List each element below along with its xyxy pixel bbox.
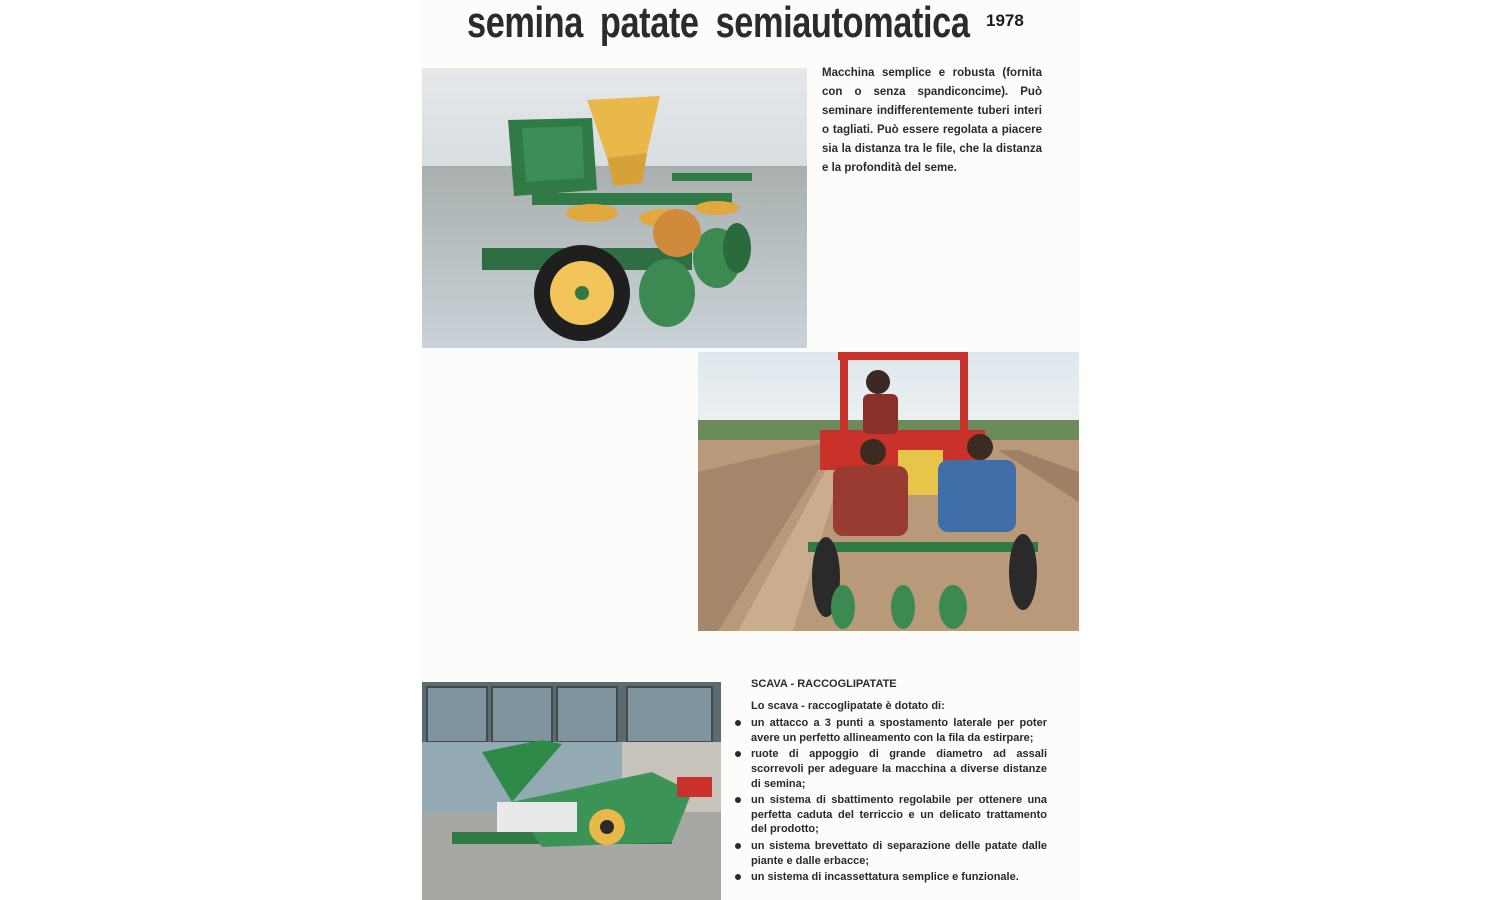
bullet-icon (735, 843, 741, 849)
bullet-icon (735, 751, 741, 757)
list-item: ruote di appoggio di grande diametro ad assali scorrevoli per adeguare la macchina a diverse distanze di semina; (735, 747, 1047, 791)
harvester-section (735, 677, 1047, 887)
feature-list (735, 716, 1047, 885)
planter-machine-photo (422, 68, 807, 348)
harvester-heading: SCAVA - RACCOGLIPATATE (751, 678, 897, 690)
list-item: un sistema di incassettatura semplice e funzionale. (735, 870, 1047, 885)
harvester-photo (422, 682, 721, 900)
year-label: 1978 (986, 11, 1024, 30)
list-item: un sistema di sbattimento regolabile per ottenere una perfetta caduta del terriccio e un delicato trattamento del prodotto; (735, 793, 1047, 837)
list-item: un attacco a 3 punti a spostamento laterale per poter avere un perfetto allineamento con la fila da estirpare; (735, 716, 1047, 745)
bullet-icon (735, 874, 741, 880)
harvester-intro: Lo scava - raccoglipatate è dotato di: (751, 699, 945, 712)
bullet-icon (735, 720, 741, 726)
planter-in-field-photo (698, 352, 1079, 631)
bullet-icon (735, 797, 741, 803)
list-item: un sistema brevettato di separazione delle patate dalle piante e dalle erbacce; (735, 839, 1047, 868)
planter-description: Macchina semplice e robusta (fornita con o senza spandiconcime). Può seminare indifferentemente tuberi interi o tagliati. Può essere regolata a piacere sia la distanza tra le file, che la distanza e la profondità del seme. (822, 67, 1042, 174)
page-title: semina patate semiautomatica (467, 0, 970, 47)
